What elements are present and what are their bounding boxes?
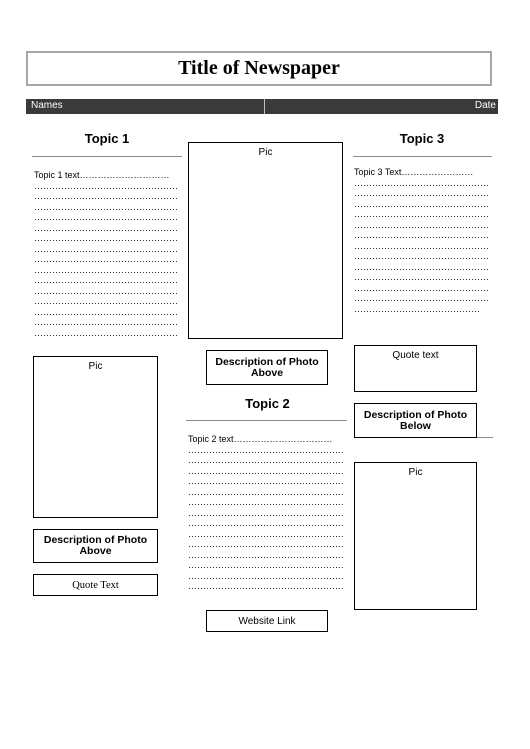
topic-2-rule bbox=[186, 420, 347, 421]
topic-1-heading: Topic 1 bbox=[84, 131, 130, 146]
topic-2-text: Topic 2 text…………………………… ……………………………………………. ……………………………………………. ……………………………………………. ……………………………………………. ……………………………………………. ……………………………………………. ……………………………………………. ……………………………………………. ……………………………………………. ……………………………………………. ……………………………………………. ……………………………………………. ……………………………………………. ……………………………………………. bbox=[188, 434, 344, 591]
topic-1-pic-label: Pic bbox=[88, 361, 103, 372]
topic-3-rule bbox=[353, 156, 492, 157]
topic-1-text-start: Topic 1 text bbox=[34, 170, 80, 180]
names-label: Names bbox=[31, 100, 63, 111]
center-pic-label: Pic bbox=[258, 147, 273, 158]
topic-1-text: Topic 1 text………………………… ………………………………………… ………………………………………… ………………………………………… ………………………………………… ………………………………………… ………………………………………… ………………………………………… ………………………………………… ………………………………………… ………………………………………… ………………………………………… ………………………………………… ………………………………………… ………………………………………… ………………………………………… bbox=[34, 170, 178, 338]
topic-3-heading: Topic 3 bbox=[399, 131, 445, 146]
date-label: Date bbox=[474, 100, 496, 111]
topic-1-photo-description: Description of Photo Above bbox=[33, 529, 158, 563]
topic-3-text-start: Topic 3 Text bbox=[354, 167, 402, 177]
bar-divider bbox=[264, 99, 265, 114]
topic-1-quote-box: Quote Text bbox=[33, 574, 158, 596]
topic-3-pic-label: Pic bbox=[408, 467, 423, 478]
newspaper-title-box bbox=[26, 51, 492, 86]
names-date-bar bbox=[26, 99, 498, 114]
topic-3-quote-text: Quote text bbox=[392, 350, 439, 361]
topic-3-text: Topic 3 Text…………………… ……………………………………… ……………………………………… ……………………………………… ……………………………………… ……………………………………… ……………………………………… ……………………………………… ……………………………………… ……………………………………… ……………………………………… ……………………………………… ……………………………………… …………………………………… bbox=[354, 167, 489, 314]
topic-3-quote-box bbox=[354, 345, 477, 392]
newspaper-title: Title of Newspaper bbox=[178, 57, 340, 79]
topic-3-desc-rule bbox=[477, 437, 493, 438]
center-pic-frame bbox=[188, 142, 343, 339]
topic-1-pic-frame bbox=[33, 356, 158, 518]
topic-2-heading: Topic 2 bbox=[245, 396, 290, 411]
topic-3-photo-description: Description of Photo Below bbox=[354, 403, 477, 438]
website-link-text[interactable]: Website Link bbox=[238, 615, 296, 627]
website-link-box[interactable] bbox=[206, 610, 328, 632]
topic-1-rule bbox=[32, 156, 182, 157]
topic-2-text-start: Topic 2 text bbox=[188, 434, 234, 444]
center-photo-description: Description of Photo Above bbox=[206, 350, 328, 385]
topic-3-pic-frame bbox=[354, 462, 477, 610]
